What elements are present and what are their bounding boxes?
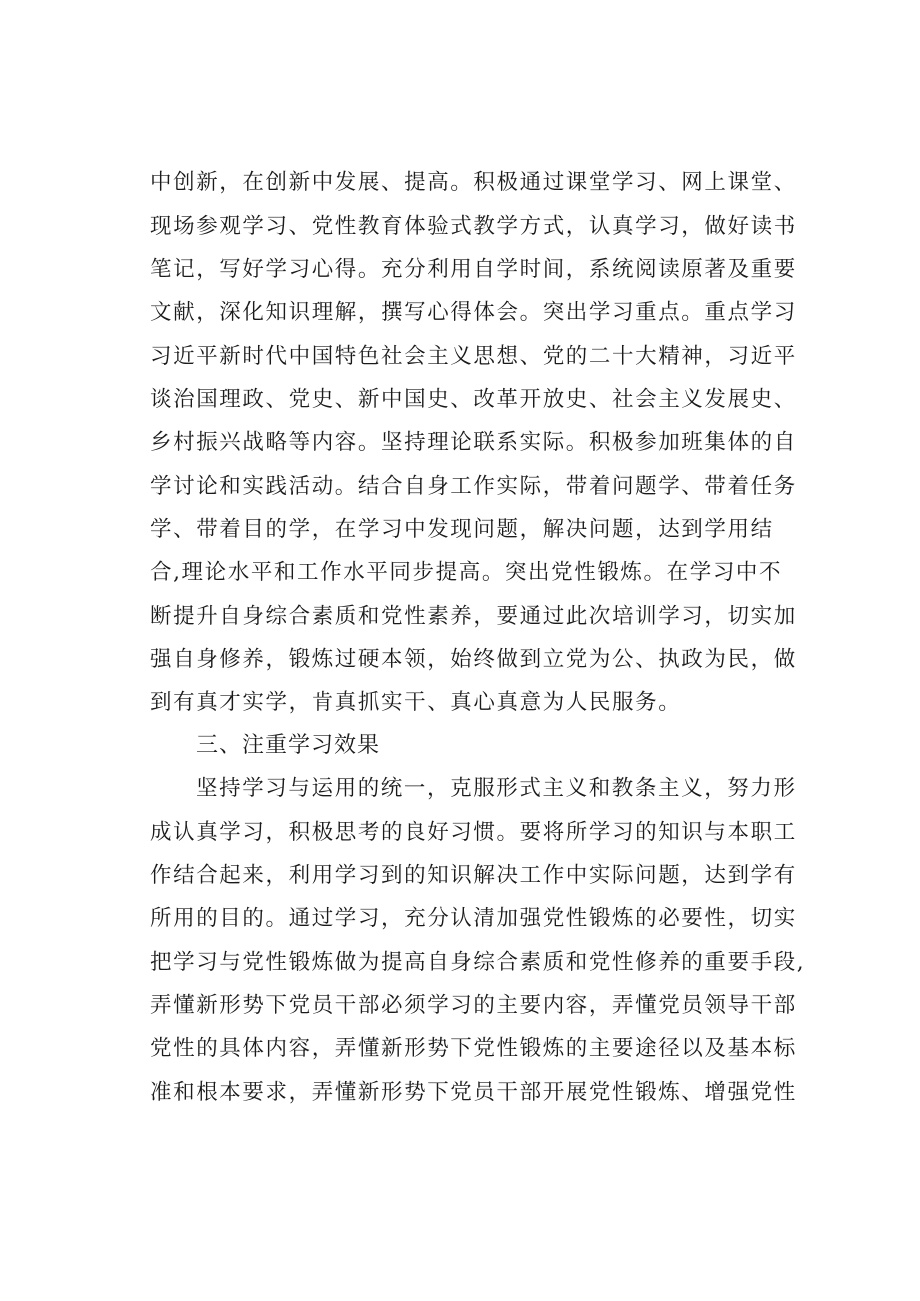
text-line: 弄懂新形势下党员干部必须学习的主要内容，弄懂党员领导干部: [150, 993, 797, 1018]
text-line: 党性的具体内容，弄懂新形势下党性锻炼的主要途径以及基本标: [150, 1036, 797, 1061]
text-line: 文献，深化知识理解，撰写心得体会。突出学习重点。重点学习: [150, 300, 797, 325]
text-line: 到有真才实学，肯真抓实干、真心真意为人民服务。: [150, 690, 682, 715]
text-line: 断提升自身综合素质和党性素养，要通过此次培训学习，切实加: [150, 604, 797, 629]
text-line: 强自身修养，锻炼过硬本领，始终做到立党为公、执政为民，做: [150, 647, 797, 672]
text-line: 现场参观学习、党性教育体验式教学方式，认真学习，做好读书: [150, 214, 797, 239]
text-line: 成认真学习，积极思考的良好习惯。要将所学习的知识与本职工: [150, 820, 797, 845]
text-line: 准和根本要求，弄懂新形势下党员干部开展党性锻炼、增强党性: [150, 1080, 797, 1105]
text-line: 作结合起来，利用学习到的知识解决工作中实际问题，达到学有: [150, 863, 797, 888]
text-line: 合,理论水平和工作水平同步提高。突出党性锻炼。在学习中不: [150, 560, 783, 585]
text-line: 谈治国理政、党史、新中国史、改革开放史、社会主义发展史、: [150, 387, 797, 412]
text-line: 笔记，写好学习心得。充分利用自学时间，系统阅读原著及重要: [150, 257, 797, 282]
text-line: 习近平新时代中国特色社会主义思想、党的二十大精神，习近平: [150, 344, 797, 369]
section-heading: 三、注重学习效果: [196, 733, 381, 758]
text-line: 中创新，在创新中发展、提高。积极通过课堂学习、网上课堂、: [150, 170, 797, 195]
text-line: 所用的目的。通过学习，充分认清加强党性锻炼的必要性，切实: [150, 906, 797, 931]
text-line: 学讨论和实践活动。结合自身工作实际，带着问题学、带着任务: [150, 474, 797, 499]
text-line: 学、带着目的学，在学习中发现问题，解决问题，达到学用结: [150, 517, 774, 542]
text-line: 把学习与党性锻炼做为提高自身综合素质和党性修养的重要手段,: [150, 950, 806, 975]
text-line: 乡村振兴战略等内容。坚持理论联系实际。积极参加班集体的自: [150, 430, 797, 455]
text-line: 坚持学习与运用的统一，克服形式主义和教条主义，努力形: [196, 776, 797, 801]
